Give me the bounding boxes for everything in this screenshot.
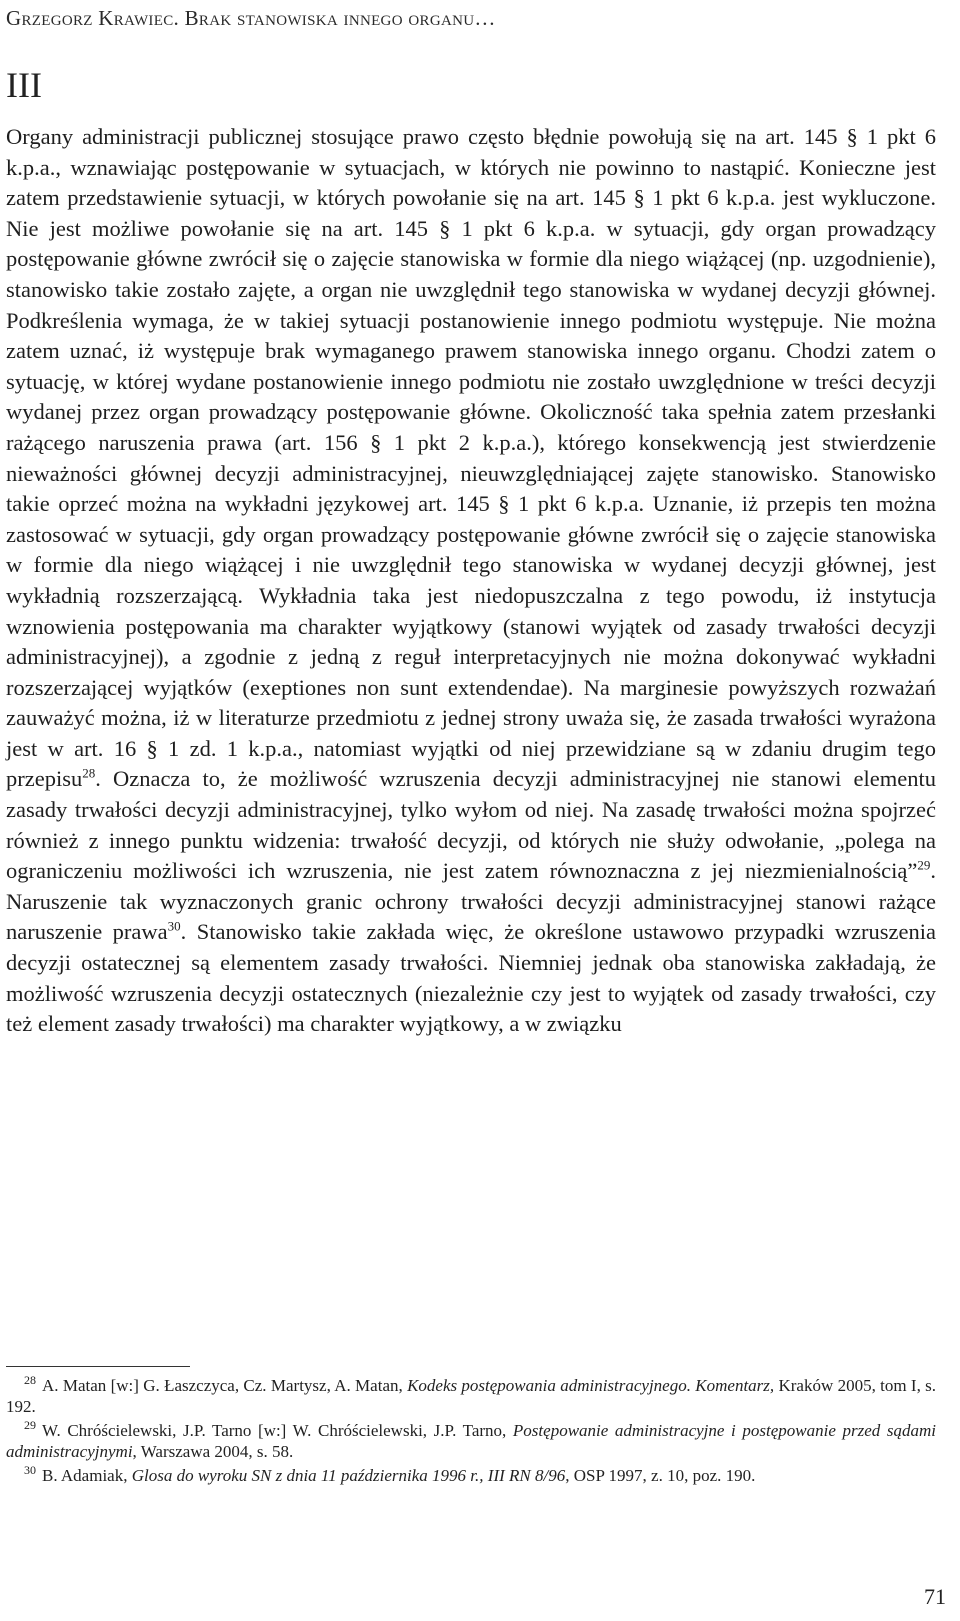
footnote-text: A. Matan [w:] G. Łaszczyca, Cz. Martysz, A. Matan, — [42, 1376, 408, 1395]
footnote-text: B. Adamiak, — [42, 1466, 132, 1485]
body-text-part-4: . Stanowisko takie zakłada więc, że określone ustawowo przypadki wzruszenia decyzji ostatecznej są elementem zasady trwałości. Niemniej jednak oba stanowiska zakładają, że możliwość wzruszenia decyzji ostatecznych (niezależnie czy jest to wyjątek od zasady trwałości, czy też element zasady trwałości) ma charakter wyjątkowy, a w związku — [6, 919, 936, 1037]
body-text-part-3: . Naruszenie tak wyznaczonych granic ochrony trwałości decyzji administracyjnej stanowi rażące naruszenie prawa — [6, 858, 936, 945]
footnote-number: 28 — [24, 1373, 36, 1388]
footnote-title: Glosa do wyroku SN z dnia 11 października 1996 r., III RN 8/96 — [131, 1466, 566, 1485]
footnote-28 — [6, 1373, 937, 1417]
page-number: 71 — [924, 1584, 946, 1609]
section-number: III — [6, 65, 42, 105]
running-head: Grzegorz Krawiec. Brak stanowiska innego organu… — [6, 6, 496, 30]
body-text — [6, 122, 936, 1040]
footnote-title: Kodeks postępowania administracyjnego. Komentarz, — [407, 1376, 775, 1395]
footnote-text: W. Chróścielewski, J.P. Tarno [w:] W. Chróścielewski, J.P. Tarno, — [42, 1421, 513, 1440]
footnote-title: Postępowanie administracyjne i postępowanie przed sądami administracyjnymi — [6, 1421, 936, 1461]
footnote-text: , Warszawa 2004, s. 58. — [132, 1441, 294, 1461]
footnote-text: Kraków 2005, tom I, s. 192. — [6, 1376, 937, 1416]
footnote-ref-30: 30 — [167, 918, 181, 934]
footnote-30 — [6, 1463, 936, 1487]
footnote-ref-28: 28 — [82, 765, 96, 781]
body-paragraph — [6, 122, 936, 1040]
footnote-number: 30 — [24, 1463, 36, 1478]
body-text-part-2: . Oznacza to, że możliwość wzruszenia decyzji administracyjnej nie stanowi elementu zasady trwałości decyzji administracyjnej, tylko wyłom od niej. Na zasadę trwałości można spojrzeć również z innego punktu widzenia: trwałość decyzji, od których nie służy odwołanie, „polega na ograniczeniu możliwości ich wzruszenia, nie jest zatem równoznaczna z jej niezmienialnością” — [6, 766, 936, 884]
footnote-divider — [6, 1366, 190, 1367]
footnote-29 — [6, 1418, 936, 1462]
footnote-number: 29 — [24, 1418, 36, 1433]
footnote-text: , OSP 1997, z. 10, poz. 190. — [565, 1466, 756, 1485]
body-text-part-1: Organy administracji publicznej stosujące prawo często błędnie powołują się na art. 145 § 1 pkt 6 k.p.a., wznawiając postępowanie w sytuacjach, w których nie powinno to nastąpić. Konieczne jest zatem przedstawienie sytuacji, w których powołanie się na art. 145 § 1 pkt 6 k.p.a. jest wykluczone. Nie jest możliwe powołanie się na art. 145 § 1 pkt 6 k.p.a. w sytuacji, gdy organ prowadzący postępowanie główne zwrócił się o zajęcie stanowiska w formie dla niego wiążącej (np. uzgodnienie), stanowisko takie zostało zajęte, a organ nie uwzględnił tego stanowiska w wydanej decyzji głównej. Podkreślenia wymaga, że w takiej sytuacji postanowienie innego podmiotu występuje. Nie można zatem uznać, iż występuje brak wymaganego prawem stanowiska innego organu. Chodzi zatem o sytuację, w której wydane postanowienie innego podmiotu nie zostało uwzględnione w treści decyzji wydanej przez organ prowadzący postępowanie główne. Okoliczność taka spełnia zatem przesłanki rażącego naruszenia prawa (art. 156 § 1 pkt 2 k.p.a.), którego konsekwencją jest stwierdzenie nieważności głównej decyzji administracyjnej, nieuwzględniającej zajęte stanowisko. Stanowisko takie oprzeć można na wykładni językowej art. 145 § 1 pkt 6 k.p.a. Uznanie, iż przepis ten można zastosować w sytuacji, gdy organ prowadzący postępowanie główne zwrócił się o zajęcie stanowiska w formie dla niego wiążącej i nie uwzględnił tego stanowiska w wydanej decyzji głównej, jest wykładnią rozszerzającą. Wykładnia taka jest niedopuszczalna z tego powodu, iż instytucja wznowienia postępowania ma charakter wyjątkowy (stanowi wyjątek od zasady trwałości decyzji administracyjnej), a zgodnie z jedną z reguł interpretacyjnych nie można dokonywać wykładni rozszerzającej wyjątków (exeptiones non sunt extendendae). Na marginesie powyższych rozważań zauważyć można, iż w literaturze przedmiotu z jednej strony uważa się, że zasada trwałości wyrażona jest w art. 16 § 1 zd. 1 k.p.a., natomiast wyjątki od niej przewidziane są w zdaniu drugim tego przepisu — [6, 124, 936, 792]
footnote-ref-29: 29 — [917, 857, 931, 873]
footnotes — [6, 1373, 937, 1491]
